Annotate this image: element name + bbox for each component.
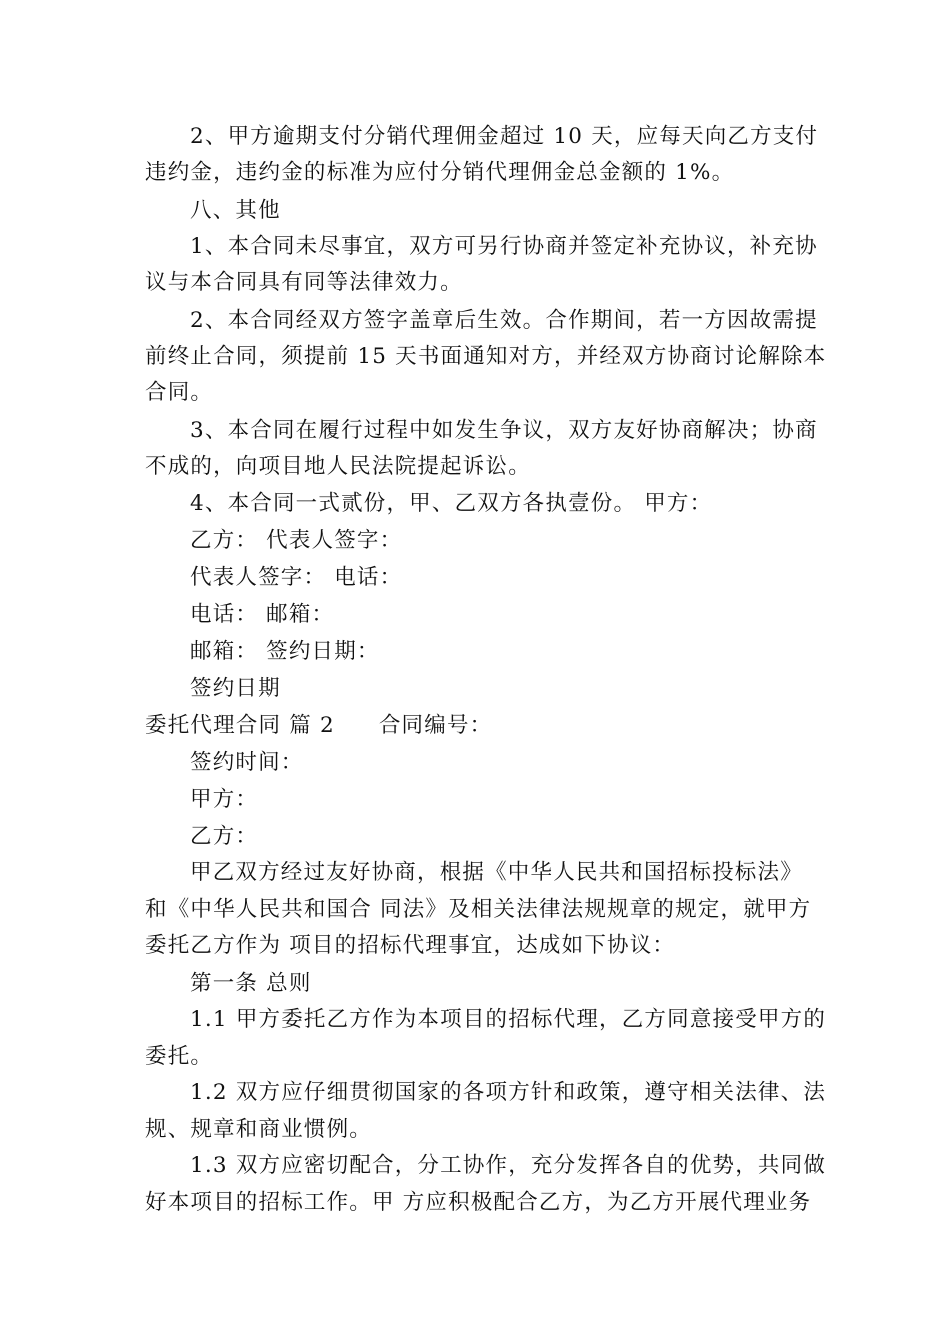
signature-line: 电话： 邮箱： — [190, 602, 335, 627]
field-line: 甲方： — [190, 787, 259, 812]
signature-line: 乙方： 代表人签字： — [190, 528, 403, 553]
paragraph-line: 合同。 — [145, 380, 214, 405]
paragraph-line: 2、甲方逾期支付分销代理佣金超过 10 天，应每天向乙方支付 — [190, 124, 819, 149]
paragraph-line: 2、本合同经双方签字盖章后生效。合作期间，若一方因故需提 — [190, 308, 818, 333]
paragraph-line: 议与本合同具有同等法律效力。 — [145, 270, 463, 295]
contract-number-label: 合同编号： — [378, 713, 493, 738]
contract-heading-line — [145, 711, 492, 741]
paragraph-line: 规、规章和商业惯例。 — [145, 1117, 373, 1142]
paragraph-line: 委托乙方作为 项目的招标代理事宜，达成如下协议： — [145, 933, 676, 958]
paragraph-line: 委托。 — [145, 1044, 214, 1069]
paragraph-line: 1、本合同未尽事宜，双方可另行协商并签定补充协议，补充协 — [190, 234, 818, 259]
field-line: 签约时间： — [190, 750, 304, 775]
paragraph-line: 好本项目的招标工作。甲 方应积极配合乙方，为乙方开展代理业务 — [145, 1190, 812, 1215]
contract-title: 委托代理合同 篇 2 — [145, 713, 335, 738]
section-heading: 八、其他 — [190, 198, 281, 223]
signature-line: 代表人签字： 电话： — [190, 565, 403, 590]
field-line: 乙方： — [190, 824, 259, 849]
section-heading: 第一条 总则 — [190, 971, 312, 996]
signature-line: 签约日期 — [190, 676, 281, 701]
paragraph-line: 前终止合同，须提前 15 天书面通知对方，并经双方协商讨论解除本 — [145, 344, 827, 369]
paragraph-line: 不成的，向项目地人民法院提起诉讼。 — [145, 454, 531, 479]
paragraph-line: 1.2 双方应仔细贯彻国家的各项方针和政策，遵守相关法律、法 — [190, 1080, 827, 1105]
signature-line: 邮箱： 签约日期： — [190, 639, 380, 664]
paragraph-line: 1.1 甲方委托乙方作为本项目的招标代理，乙方同意接受甲方的 — [190, 1007, 827, 1032]
paragraph-line: 甲乙双方经过友好协商，根据《中华人民共和国招标投标法》 — [190, 860, 803, 885]
paragraph-line: 3、本合同在履行过程中如发生争议，双方友好协商解决；协商 — [190, 418, 818, 443]
paragraph-line: 和《中华人民共和国合 同法》及相关法律法规规章的规定，就甲方 — [145, 897, 812, 922]
paragraph-line: 4、本合同一式贰份，甲、乙双方各执壹份。 甲方： — [190, 491, 713, 516]
paragraph-line: 违约金，违约金的标准为应付分销代理佣金总金额的 1%。 — [145, 160, 735, 185]
paragraph-line: 1.3 双方应密切配合，分工协作，充分发挥各自的优势，共同做 — [190, 1153, 827, 1178]
